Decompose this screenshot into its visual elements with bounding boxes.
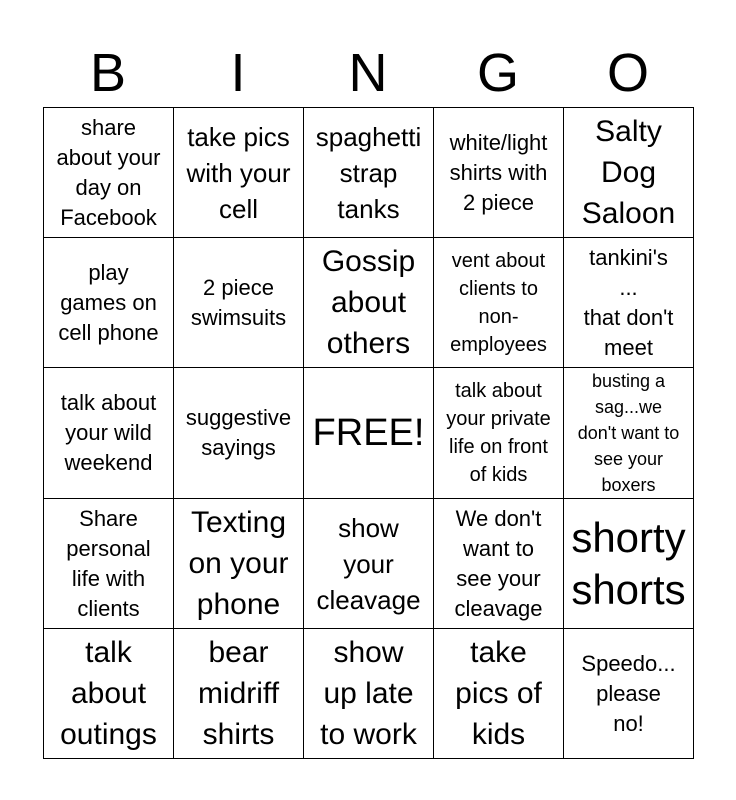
cell-text: white/light shirts with 2 piece bbox=[449, 129, 548, 215]
cell-text: take pics with your cell bbox=[186, 121, 291, 224]
bingo-cell-r1-c5[interactable] bbox=[564, 108, 694, 238]
cell-text: bear midriff shirts bbox=[197, 636, 280, 751]
header-letter-i: I bbox=[230, 43, 246, 103]
board-row bbox=[44, 499, 694, 629]
bingo-cell-r4-c2[interactable] bbox=[174, 499, 304, 629]
board-row bbox=[44, 629, 694, 759]
bingo-cell-r1-c1[interactable] bbox=[44, 108, 174, 238]
header-letter-b: B bbox=[89, 43, 127, 103]
bingo-cell-r4-c4[interactable] bbox=[434, 499, 564, 629]
bingo-cell-r2-c5[interactable] bbox=[564, 238, 694, 368]
board-row bbox=[44, 238, 694, 368]
cell-text: tankini's ... that don't meet bbox=[583, 244, 674, 360]
cell-text: Share personal life with clients bbox=[66, 505, 151, 621]
board-row bbox=[44, 108, 694, 238]
board-row bbox=[44, 368, 694, 499]
cell-text: busting a sag...we don't want to see your boxers bbox=[577, 371, 680, 495]
bingo-board bbox=[43, 107, 694, 759]
cell-text: talk about outings bbox=[60, 636, 157, 751]
cell-text: Salty Dog Saloon bbox=[581, 115, 676, 230]
cell-text: Texting on your phone bbox=[188, 506, 289, 621]
free-space-label: FREE! bbox=[312, 411, 425, 454]
bingo-cell-r5-c4[interactable] bbox=[434, 629, 564, 759]
cell-text: vent about clients to non- employees bbox=[450, 249, 547, 356]
bingo-cell-r1-c3[interactable] bbox=[304, 108, 434, 238]
cell-text: take pics of kids bbox=[455, 636, 542, 751]
cell-text: play games on cell phone bbox=[58, 259, 159, 345]
bingo-cell-r4-c5[interactable] bbox=[564, 499, 694, 629]
bingo-cell-r1-c2[interactable] bbox=[174, 108, 304, 238]
cell-text: share about your day on Facebook bbox=[56, 114, 161, 230]
bingo-cell-r2-c2[interactable] bbox=[174, 238, 304, 368]
bingo-cell-r5-c2[interactable] bbox=[174, 629, 304, 759]
cell-text: We don't want to see your cleavage bbox=[454, 505, 543, 621]
cell-text: 2 piece swimsuits bbox=[190, 274, 287, 330]
header-letter-o: O bbox=[606, 43, 649, 103]
header-letter-g: G bbox=[476, 43, 519, 103]
cell-text: suggestive sayings bbox=[185, 405, 292, 460]
bingo-cell-r2-c4[interactable] bbox=[434, 238, 564, 368]
bingo-cell-r1-c4[interactable] bbox=[434, 108, 564, 238]
cell-text: talk about your wild weekend bbox=[60, 390, 157, 475]
cell-text: talk about your private life on front of kids bbox=[446, 380, 551, 486]
cell-text: spaghetti strap tanks bbox=[315, 121, 422, 224]
cell-text: Speedo... please no! bbox=[581, 650, 676, 736]
bingo-cell-r2-c1[interactable] bbox=[44, 238, 174, 368]
cell-text: Gossip about others bbox=[321, 245, 416, 360]
free-space[interactable] bbox=[304, 368, 434, 499]
bingo-cell-r3-c4[interactable] bbox=[434, 368, 564, 499]
bingo-cell-r5-c1[interactable] bbox=[44, 629, 174, 759]
bingo-cell-r3-c1[interactable] bbox=[44, 368, 174, 499]
cell-text: shorty shorts bbox=[571, 513, 686, 613]
bingo-cell-r4-c3[interactable] bbox=[304, 499, 434, 629]
cell-text: show up late to work bbox=[320, 636, 417, 751]
bingo-header bbox=[43, 40, 693, 106]
bingo-cell-r3-c2[interactable] bbox=[174, 368, 304, 499]
cell-text: show your cleavage bbox=[316, 512, 421, 615]
bingo-cell-r2-c3[interactable] bbox=[304, 238, 434, 368]
bingo-cell-r4-c1[interactable] bbox=[44, 499, 174, 629]
bingo-cell-r5-c5[interactable] bbox=[564, 629, 694, 759]
header-letter-n: N bbox=[348, 43, 388, 103]
bingo-cell-r5-c3[interactable] bbox=[304, 629, 434, 759]
bingo-cell-r3-c5[interactable] bbox=[564, 368, 694, 499]
